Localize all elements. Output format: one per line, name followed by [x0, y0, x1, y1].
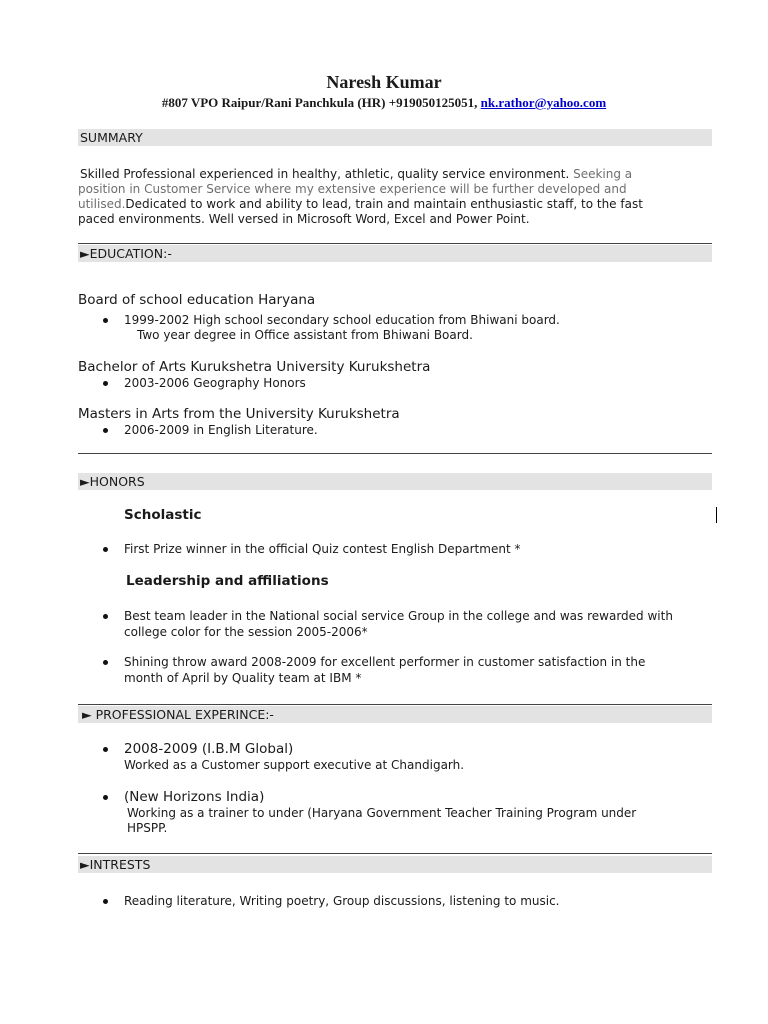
board-item-1: 1999-2002 High school secondary school education from Bhiwani board. [124, 313, 560, 327]
bullet-icon [103, 318, 108, 323]
bullet-icon [103, 747, 108, 752]
job-2-desc-a: Working as a trainer to under (Haryana Government Teacher Training Program under [127, 806, 637, 820]
honors-heading: ►HONORS [78, 473, 712, 490]
ma-heading: Masters in Arts from the University Kurukshetra [78, 406, 400, 422]
scholastic-item: First Prize winner in the official Quiz contest English Department * [124, 542, 521, 556]
board-heading: Board of school education Haryana [78, 292, 316, 308]
interests-item: Reading literature, Writing poetry, Group discussions, listening to music. [124, 894, 560, 908]
bullet-icon [103, 428, 108, 433]
interests-rule [78, 853, 712, 854]
bullet-icon [103, 381, 108, 386]
text-cursor [716, 507, 717, 523]
job-1-desc: Worked as a Customer support executive at Chandigarh. [124, 758, 465, 772]
experience-heading: ► PROFESSIONAL EXPERINCE:- [78, 706, 712, 723]
lead-item-2a: Shining throw award 2008-2009 for excellent performer in customer satisfaction in the [124, 655, 646, 669]
honors-rule [78, 453, 712, 454]
summary-text-1-gray: Seeking a [569, 167, 633, 181]
summary-line-2: position in Customer Service where my extensive experience will be further developed and [78, 182, 627, 196]
summary-line-1 [80, 167, 720, 182]
bullet-icon [103, 547, 108, 552]
education-rule [78, 243, 712, 244]
bullet-icon [103, 614, 108, 619]
lead-item-2b: month of April by Quality team at IBM * [124, 671, 362, 685]
leadership-heading: Leadership and affiliations [126, 573, 329, 589]
job-1-title: 2008-2009 (I.B.M Global) [124, 741, 294, 757]
summary-heading: SUMMARY [78, 129, 712, 146]
ba-heading: Bachelor of Arts Kurukshetra University Kurukshetra [78, 359, 431, 375]
lead-item-1b: college color for the session 2005-2006* [124, 625, 368, 639]
candidate-name: Naresh Kumar [326, 72, 442, 92]
job-2-desc-b: HPSPP. [127, 821, 168, 835]
ma-item: 2006-2009 in English Literature. [124, 423, 318, 437]
address-text: #807 VPO Raipur/Rani Panchkula (HR) +919050125051, [161, 95, 478, 110]
summary-text-1: Skilled Professional experienced in healthy, athletic, quality service environment. [80, 167, 570, 181]
summary-line-4: paced environments. Well versed in Microsoft Word, Excel and Power Point. [78, 212, 530, 226]
board-item-2: Two year degree in Office assistant from Bhiwani Board. [137, 328, 473, 342]
contact-line [0, 95, 768, 111]
scholastic-heading: Scholastic [124, 507, 202, 523]
summary-text-3: Dedicated to work and ability to lead, train and maintain enthusiastic staff, to the fast [125, 197, 643, 211]
ba-item: 2003-2006 Geography Honors [124, 376, 306, 390]
summary-text-3-gray: utilised. [78, 197, 126, 211]
experience-rule [78, 704, 712, 705]
email-link[interactable]: nk.rathor@yahoo.com [480, 95, 607, 110]
education-heading: ►EDUCATION:- [78, 245, 712, 262]
lead-item-1a: Best team leader in the National social service Group in the college and was rewarded with [124, 609, 673, 623]
interests-heading: ►INTRESTS [78, 856, 712, 873]
bullet-icon [103, 660, 108, 665]
summary-line-3 [78, 197, 643, 212]
job-2-title: (New Horizons India) [124, 789, 265, 805]
bullet-icon [103, 899, 108, 904]
bullet-icon [103, 795, 108, 800]
